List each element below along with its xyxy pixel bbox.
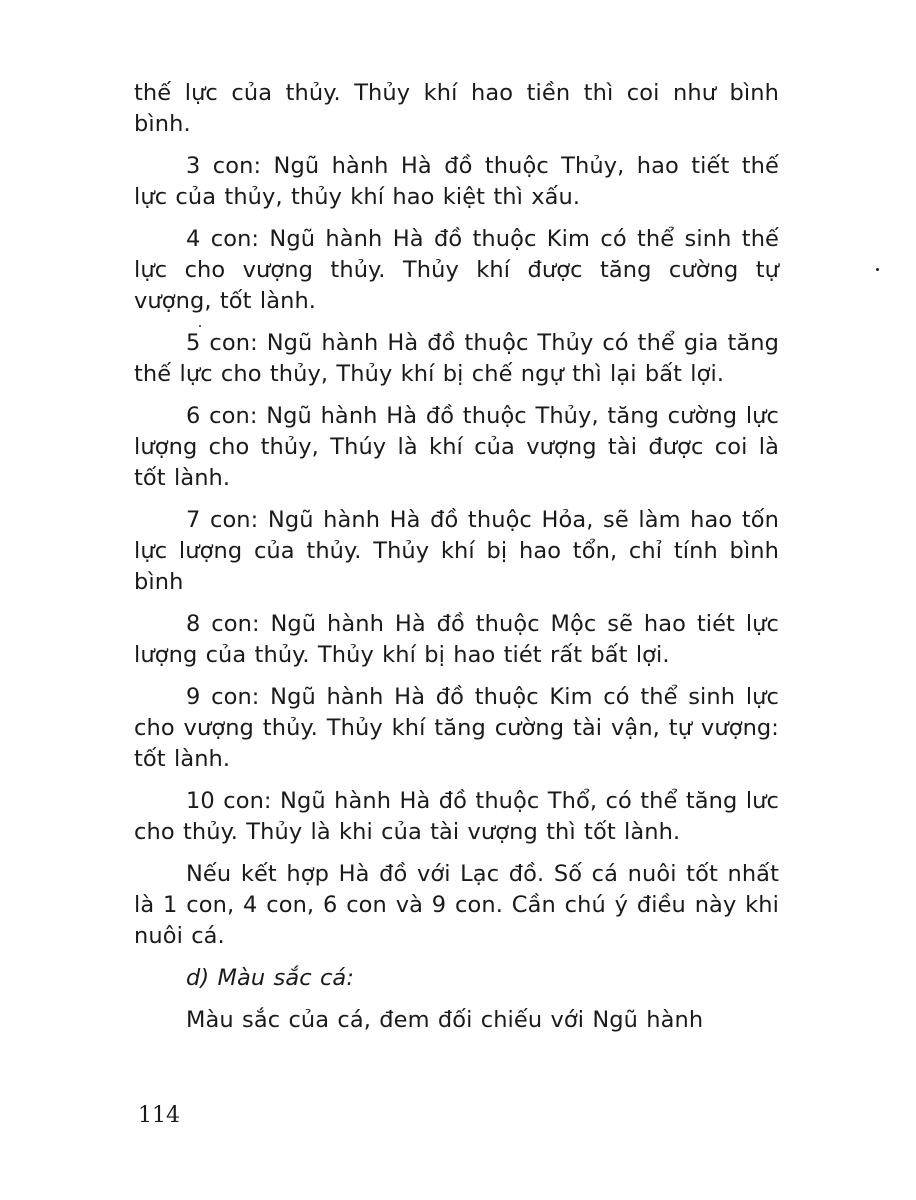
paragraph-9-fish: 9 con: Ngũ hành Hà đồ thuộc Kim có thể sinh lực cho vượng thủy. Thủy khí tăng cường tài vận, tự vượng: tốt lành.	[134, 684, 779, 772]
page-number: 114	[138, 1103, 180, 1128]
paragraph-3-fish: 3 con: Ngũ hành Hà đồ thuộc Thủy, hao tiết thế lực của thủy, thủy khí hao kiệt thì xấu.	[134, 153, 779, 210]
book-page	[134, 78, 779, 1047]
section-heading: d) Màu sắc cá:	[186, 965, 354, 991]
paragraph-4-fish: 4 con: Ngũ hành Hà đồ thuộc Kim có thể sinh thế lực cho vượng thủy. Thủy khí được tăng cường tự vượng, tốt lành.	[134, 226, 779, 314]
scan-speck	[876, 268, 879, 271]
paragraph-7-fish: 7 con: Ngũ hành Hà đồ thuộc Hỏa, sẽ làm hao tốn lực lượng của thủy. Thủy khí bị hao tổn, chỉ tính bình bình	[134, 507, 779, 595]
scan-speck	[199, 325, 201, 327]
paragraph-closing: Màu sắc của cá, đem đối chiếu với Ngũ hành	[186, 1007, 704, 1033]
paragraph-8-fish: 8 con: Ngũ hành Hà đồ thuộc Mộc sẽ hao tiét lực lượng của thủy. Thủy khí bị hao tiét rất bất lợi.	[134, 611, 779, 668]
paragraph-continuation: thế lực của thủy. Thủy khí hao tiền thì coi như bình bình.	[134, 80, 779, 137]
paragraph-10-fish: 10 con: Ngũ hành Hà đồ thuộc Thổ, có thể tăng lưc cho thủy. Thủy là khi của tài vượng thì tốt lành.	[134, 788, 779, 845]
paragraph-summary: Nếu kết hợp Hà đồ với Lạc đồ. Số cá nuôi tốt nhất là 1 con, 4 con, 6 con và 9 con. Cần chú ý điều này khi nuôi cá.	[134, 861, 779, 949]
paragraph-5-fish: 5 con: Ngũ hành Hà đồ thuộc Thủy có thể gia tăng thế lực cho thủy, Thủy khí bị chế ngự thì lại bất lợi.	[134, 330, 779, 387]
paragraph-6-fish: 6 con: Ngũ hành Hà đồ thuộc Thủy, tăng cường lực lượng cho thủy, Thúy là khí của vượng tài được coi là tốt lành.	[134, 403, 779, 491]
